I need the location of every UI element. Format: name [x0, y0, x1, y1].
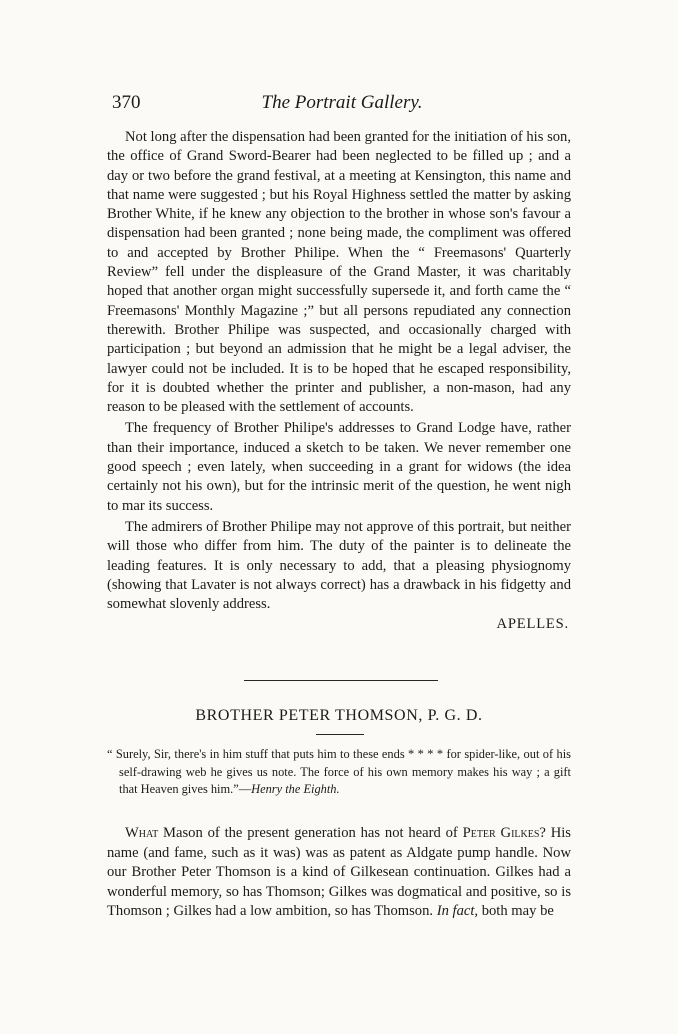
page-header	[112, 92, 572, 118]
title-underline	[316, 734, 364, 735]
paragraph	[107, 824, 571, 922]
epigraph	[107, 746, 571, 799]
text-run: both may be	[478, 903, 554, 920]
lead-word: What	[125, 825, 159, 841]
section-title: BROTHER PETER THOMSON, P. G. D.	[195, 707, 483, 724]
paragraph: Not long after the dispensation had been granted for the initiation of his son, the office of Grand Sword-Bearer had been neglected to be filled up ; and a day or two before the grand festival, at a meeting at Kensington, this name and that name were suggested ; but his Royal Highness settled the matter by asking Brother White, if he knew any objection to the brother in whose son's favour a dispensation had been granted ; none being made, the compliment was offered to and accepted by Brother Philipe. When the “ Freemasons' Quarterly Review” fell under the displeasure of the Grand Master, it was charitably hoped that another organ might successfully supersede it, and forth came the “ Freemasons' Monthly Magazine ;” but all persons repudiated any connection therewith. Brother Philipe was suspected, and occasionally charged with participation ; but beyond an admission that he might be a legal adviser, the lawyer could not be included. It is to be hoped that he escaped responsibility, for it is doubted whether the printer and publisher, a non-mason, had any reason to be pleased with the settlement of accounts.	[107, 129, 571, 416]
article-thomson-intro	[107, 824, 571, 922]
paragraph: The frequency of Brother Philipe's addresses to Grand Lodge have, rather than their importance, induced a sketch to be taken. We never remember one good speech ; even lately, when succeeding in a grant for widows (the idea certainly not his own), but for the intrinsic merit of the question, he went nigh to mar its success.	[107, 420, 571, 514]
article-philipe	[107, 128, 571, 635]
paragraph: The admirers of Brother Philipe may not approve of this portrait, but neither will those who differ from him. The duty of the painter is to delineate the leading features. It is only necessary to add, that a pleasing physiognomy (showing that Lavater is not always correct) has a drawback in his fidgetty and somewhat slovenly address.	[107, 518, 571, 613]
epigraph-quote: “ Surely, Sir, there's in him stuff that puts him to these ends * * * * for spider-like, out of his self-drawing web he gives us note. The force of his own memory makes his way ; a gift that Heaven gives him.”—	[107, 747, 571, 797]
epigraph-attribution: Henry the Eighth.	[251, 782, 340, 797]
text-run: ? His name (and fame, such as it was) was as patent as Aldgate pump handle. Now our Brother Peter Thomson is a kind of Gilkesean continuation. Gilkes had a wonderful memory, so has Thomson; Gilkes was dogmatical and positive, so is Thomson ; Gilkes had a low ambition, so has Thomson.	[107, 825, 571, 920]
text-run: Mason of the present generation has not heard of	[158, 825, 463, 841]
person-name: Peter Gilkes	[462, 825, 540, 841]
italic-run: In fact,	[436, 903, 479, 920]
running-title: The Portrait Gallery.	[261, 92, 423, 113]
author-signature: APELLES.	[496, 616, 569, 633]
page-number: 370	[112, 92, 141, 113]
section-divider	[244, 680, 438, 681]
